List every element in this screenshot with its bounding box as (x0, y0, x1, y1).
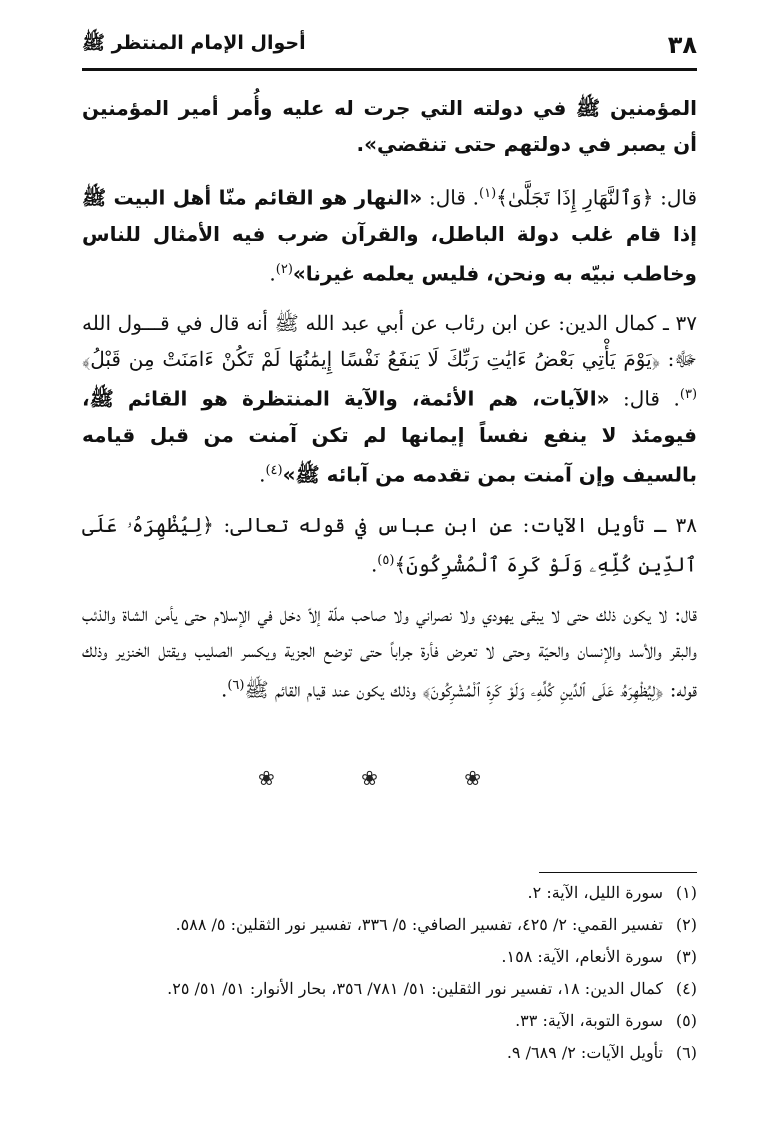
plain-text: قال: ﴿وَٱلنَّهَارِ إِذَا تَجَلَّىٰ﴾ (496, 185, 698, 210)
paragraph (82, 507, 697, 583)
plain-text: . قال: (609, 386, 680, 411)
footnote-ref: (٢) (275, 261, 293, 277)
footnote-text: سورة التوبة، الآية: ٣٣. (515, 1011, 663, 1030)
footnote (82, 976, 697, 1001)
footnote-ref: (٥) (377, 552, 395, 568)
footnote (82, 880, 697, 905)
footnote-number: (٤) (675, 979, 697, 998)
plain-text: ٣٧ ـ كمال الدين: عن ابن رئاب عن أبي عبد الله ﷺ أنه قال في قـــول الله ﷻ: ﴿يَوْمَ يَأْتِي بَعْضُ ءَايَٰتِ رَبِّكَ لَا يَنفَعُ نَفْسًا إِيمَٰنُهَا لَمْ تَكُنْ ءَامَنَتْ مِن قَبْلُ﴾ (82, 311, 697, 372)
footnote-number: (٦) (675, 1043, 697, 1062)
bold-text: المؤمنين ﷺ في دولته التي جرت له عليه وأُمر أمير المؤمنين أن يصبر في دولتهم حتى تنقضي». (82, 96, 697, 156)
header-divider (82, 68, 697, 71)
page-number: ٣٨ (667, 31, 697, 59)
footnote-ref: (٣) (679, 387, 698, 403)
footnote (82, 1008, 697, 1033)
main-text (82, 90, 697, 722)
footnote-number: (١) (675, 883, 697, 902)
plain-text: . (370, 552, 378, 577)
plain-text: قال: لا يكون ذلك حتى لا يبقى يهودي ولا نصراني ولا صاحب ملّة إلاّ دخل في الإسلام حتى يأمن الشاة والذئب والبقر والأسد والإنسان والحيّة وحتى لا تعرض فأرة جراباً حتى توضع الجزية ويكسر الصليب ويقتل الخنزير وذلك قوله: ﴿لِيُظْهِرَهُۥ عَلَى ٱلدِّينِ كُلِّهِۦ وَلَوْ كَرِهَ ٱلْمُشْرِكُونَ﴾ وذلك يكون عند قيام القائم ﷺ (82, 602, 697, 702)
page-header (82, 30, 697, 60)
plain-text: ٣٨ ـ تأويل الآيات: عن ابن عباس في قوله تعالى: ﴿لِيُظْهِرَهُۥ عَلَى ٱلدِّينِ كُلِّهِۦ وَلَوْ كَرِهَ ٱلْمُشْرِكُونَ﴾ (82, 512, 697, 577)
footnote-text: تفسير القمي: ٢/ ٤٢٥، تفسير الصافي: ٥/ ٣٣٦، تفسير نور الثقلين: ٥/ ٥٨٨. (175, 915, 663, 934)
footnote-ref: (٦) (227, 678, 245, 694)
plain-text: . (220, 677, 228, 702)
footnote-text: سورة الليل، الآية: ٢. (527, 883, 663, 902)
bold-text: «الآيات، هم الأئمة، والآية المنتظرة هو القائم ﷺ، فيومئذ لا ينفع نفساً إيمانها لم تكن آمنت من قبل قيامه بالسيف وإن آمنت بمن تقدمه من آبائه ﷺ» (82, 386, 697, 487)
footnote (82, 912, 697, 937)
plain-text: . قال: (422, 185, 480, 210)
footnote-text: كمال الدين: ١٨، تفسير نور الثقلين: ٥١/ ٧٨١/ ٣٥٦، بحار الأنوار: ٥١/ ٥١/ ٢٥. (167, 979, 663, 998)
footnote-ref: (١) (479, 186, 497, 201)
footnote-number: (٣) (675, 947, 697, 966)
paragraph (82, 596, 697, 708)
section-ornament: ❀ ❀ ❀ (258, 766, 521, 790)
footnote-text: سورة الأنعام، الآية: ١٥٨. (501, 947, 663, 966)
plain-text: . (259, 462, 266, 487)
bold-text: «النهار هو القائم منّا أهل البيت ﷺ إذا قام غلب دولة الباطل، والقرآن ضرب فيه الأمثال للناس وخاطب نبيّه به ونحن، فليس يعلمه غيرنا» (82, 185, 697, 286)
footnote-ref: (٤) (265, 462, 283, 478)
footnote (82, 1040, 697, 1065)
footnote-divider (539, 872, 697, 873)
footnote-number: (٢) (675, 915, 697, 934)
paragraph (82, 176, 697, 291)
running-title: أحوال الإمام المنتظر ﷺ (82, 32, 306, 54)
paragraph (82, 90, 697, 162)
footnote-number: (٥) (675, 1011, 697, 1030)
plain-text: . (269, 261, 276, 286)
footnote (82, 944, 697, 969)
paragraph (82, 305, 697, 492)
footnote-text: تأويل الآيات: ٢/ ٦٨٩/ ٩. (506, 1043, 663, 1062)
footnotes (82, 880, 697, 1072)
